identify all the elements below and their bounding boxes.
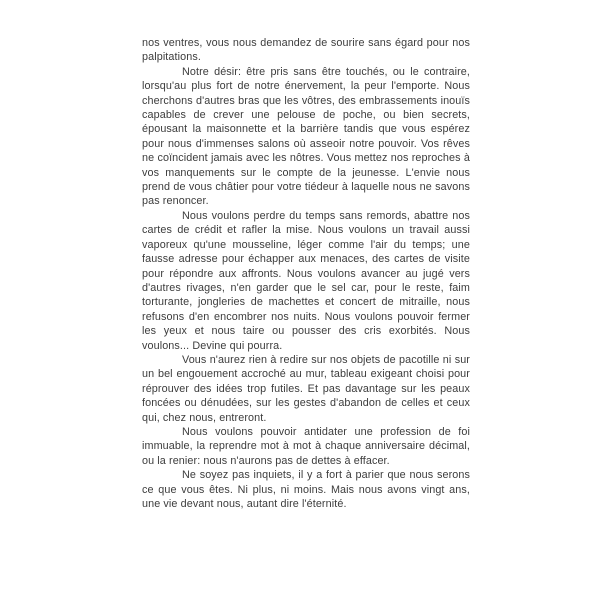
paragraph: Nous voulons perdre du temps sans remords, abattre nos cartes de crédit et rafler la mise. Nous voulons un travail aussi vaporeux qu'une mousseline, léger comme l'air du temps; une fausse adresse pour échapper aux menaces, des cartes de visite pour répondre aux affronts. Nous voulons avancer au jugé vers d'autres rivages, n'en garder que le sel car, pour le reste, faim torturante, jongleries de machettes et concert de mitraille, nous refusons d'en encombrer nos nuits. Nous voulons pouvoir fermer les yeux et nous taire ou pousser des cris exorbités. Nous voulons... Devine qui pourra.	[142, 209, 470, 352]
paragraph: Notre désir: être pris sans être touchés, ou le contraire, lorsqu'au plus fort de notre énervement, la peur l'emporte. Nous cherchons d'autres bras que les vôtres, des embrassements inouïs capables de crever une pelouse de poche, ou bien secrets, épousant la maisonnette et la barrière tandis que vous espérez pour nous d'immenses salons où asseoir notre pouvoir. Vos rêves ne coïncident jamais avec les nôtres. Vous mettez nos reproches à vos manquements sur le compte de la jeunesse. L'envie nous prend de vous châtier pour votre tiédeur à laquelle nous ne savons pas renoncer.	[142, 65, 470, 208]
paragraph: nos ventres, vous nous demandez de sourire sans égard pour nos palpitations.	[142, 37, 470, 64]
paragraph: Nous voulons pouvoir antidater une profession de foi immuable, la reprendre mot à mot à chaque anniversaire décimal, ou la renier: nous n'aurons pas de dettes à effacer.	[142, 425, 470, 467]
body-text-block	[142, 36, 470, 511]
paragraph: Ne soyez pas inquiets, il y a fort à parier que nous serons ce que vous êtes. Ni plus, ni moins. Mais nous avons vingt ans, une vie devant nous, autant dire l'éternité.	[142, 469, 470, 510]
paragraph: Vous n'aurez rien à redire sur nos objets de pacotille ni sur un bel engouement accroché au mur, tableau exigeant choisi pour réprouver des idées trop futiles. Et pas davantage sur les peaux foncées ou dénudées, sur les gestes d'abandon de celles et ceux qui, chez nous, entreront.	[142, 353, 470, 424]
